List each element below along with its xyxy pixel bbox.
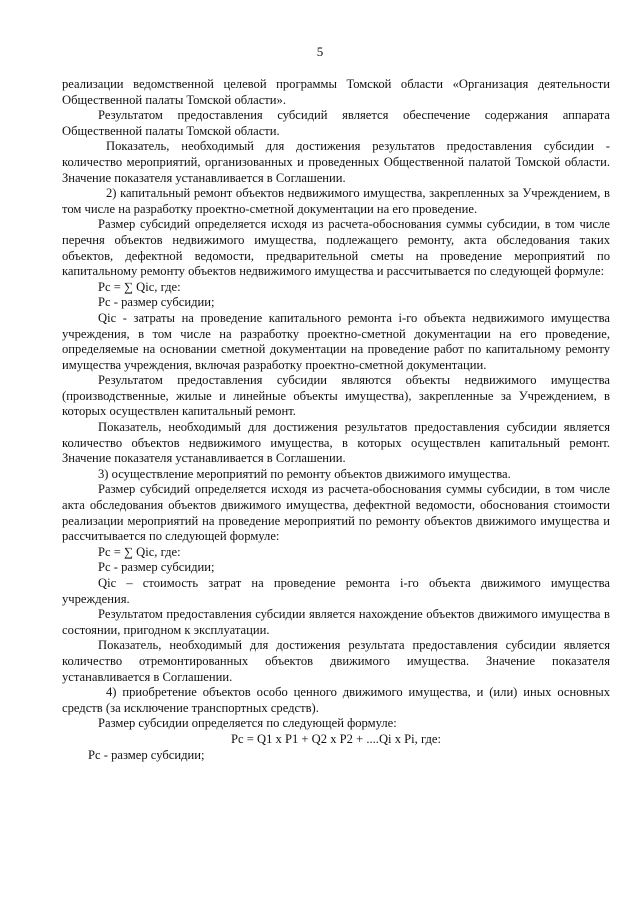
document-body bbox=[62, 77, 610, 763]
formula-legend: Рс - размер субсидии; bbox=[88, 747, 205, 762]
paragraph: 2) капитальный ремонт объектов недвижимого имущества, закрепленных за Учреждением, в том числе на разработку проектно-сметной документации на его проведение. bbox=[62, 186, 610, 216]
paragraph: Результатом предоставления субсидий является обеспечение содержания аппарата Общественной палаты Томской области. bbox=[62, 108, 610, 138]
formula-legend: Рс - размер субсидии; bbox=[98, 295, 215, 310]
formula: Рс = ∑ Qic, где: bbox=[98, 544, 181, 559]
page-number: 5 bbox=[316, 44, 324, 59]
paragraph: Показатель, необходимый для достижения результатов предоставления субсидии - количество мероприятий, организованных и проведенных Общественной палатой Томской области. Значение показателя устанавливается в Соглашении. bbox=[62, 139, 610, 185]
paragraph: Размер субсидий определяется исходя из расчета-обоснования суммы субсидии, в том числе перечня объектов недвижимого имущества, подлежащего ремонту, акта обследования таких объектов, дефектной ведомости, предварительной сметы на проведение мероприятий по капитальному ремонту объектов недвижимого имущества и рассчитывается по следующей формуле: bbox=[62, 217, 610, 279]
paragraph: Qic – стоимость затрат на проведение ремонта i-го объекта движимого имущества учреждения. bbox=[62, 576, 610, 606]
paragraph: 4) приобретение объектов особо ценного движимого имущества, и (или) иных основных средств (за исключение транспортных средств). bbox=[62, 685, 610, 715]
paragraph: реализации ведомственной целевой программы Томской области «Организация деятельности Общественной палаты Томской области». bbox=[62, 77, 610, 107]
paragraph: Показатель, необходимый для достижения результатов предоставления субсидии является количество объектов недвижимого имущества, в которых осуществлен капитальный ремонт. Значение показателя устанавливается в Соглашении. bbox=[62, 420, 610, 466]
paragraph: Результатом предоставления субсидии является нахождение объектов движимого имущества в состоянии, пригодном к эксплуатации. bbox=[62, 607, 610, 637]
paragraph: 3) осуществление мероприятий по ремонту объектов движимого имущества. bbox=[98, 466, 511, 481]
formula: Рс = Q1 x P1 + Q2 x P2 + ....Qi x Pi, где: bbox=[231, 731, 441, 746]
paragraph: Размер субсидии определяется по следующей формуле: bbox=[98, 716, 397, 731]
formula: Рс = ∑ Qic, где: bbox=[98, 279, 181, 294]
paragraph: Qic - затраты на проведение капитального ремонта i-го объекта недвижимого имущества учреждения, в том числе на разработку проектно-сметной документации на его проведение, определяемые на основании сметной документации на проведение работ по капитальному ремонту имущества учреждения, включая разработку проектно-сметной документации. bbox=[62, 310, 610, 372]
paragraph: Размер субсидий определяется исходя из расчета-обоснования суммы субсидии, в том числе акта обследования объектов движимого имущества, дефектной ведомости, обоснования стоимости реализации мероприятий на проведение мероприятий по ремонту объектов движимого имущества и рассчитывается по следующей формуле: bbox=[62, 482, 610, 544]
paragraph: Показатель, необходимый для достижения результата предоставления субсидии является количество отремонтированных объектов движимого имущества. Значение показателя устанавливается в Соглашении. bbox=[62, 638, 610, 684]
formula-legend: Рс - размер субсидии; bbox=[98, 560, 215, 575]
paragraph: Результатом предоставления субсидии являются объекты недвижимого имущества (производственные, жилые и линейные объекты имущества), закрепленные за Учреждением, в которых осуществлен капитальный ремонт. bbox=[62, 373, 610, 419]
